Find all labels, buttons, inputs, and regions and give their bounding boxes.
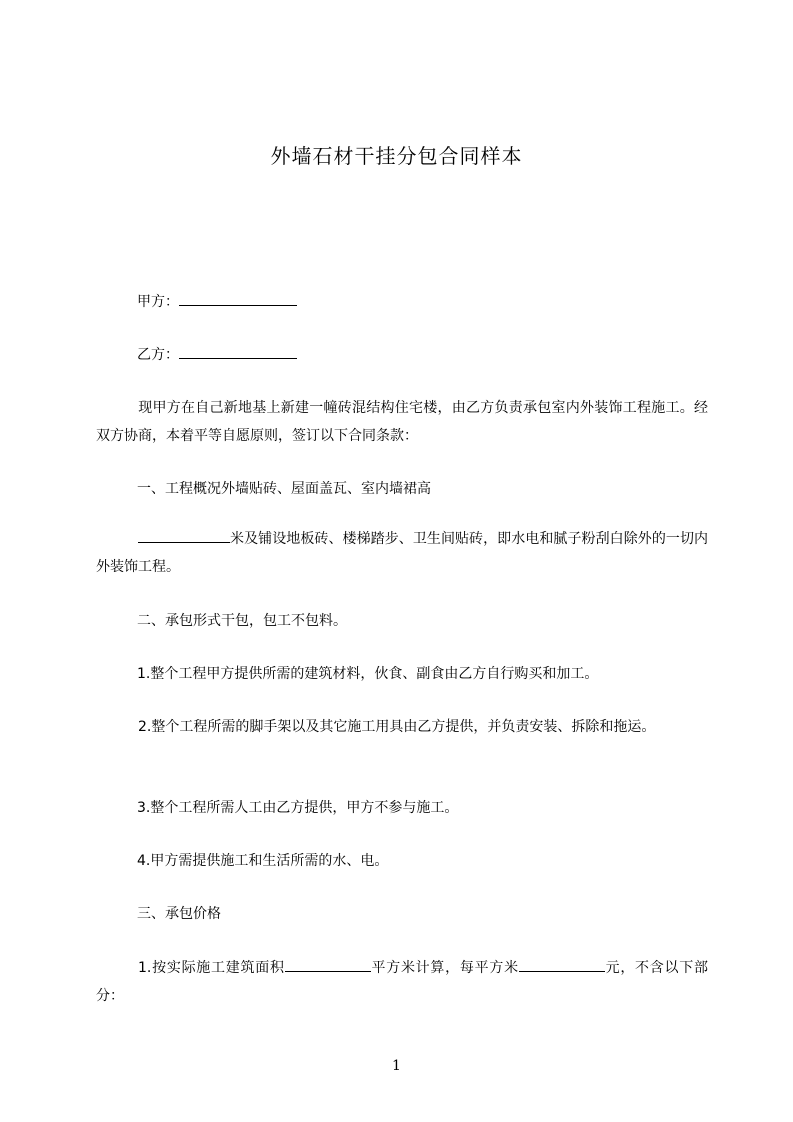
item-3-1-part3: 元，不含以下部分：: [96, 960, 709, 1004]
section1-text: 米及铺设地板砖、楼梯踏步、卫生间贴砖，即水电和腻子粉刮白除外的一切内外装饰工程。: [96, 531, 708, 575]
party-a-label: 甲方：: [137, 294, 179, 310]
price-blank: [519, 957, 605, 972]
page-number: 1: [392, 1058, 401, 1074]
area-blank: [285, 957, 371, 972]
section2-heading: 二、承包形式干包，包工不包料。: [137, 613, 347, 629]
item-2-1: 1.整个工程甲方提供所需的建筑材料，伙食、副食由乙方自行购买和加工。: [137, 666, 599, 682]
item-2-2: 2.整个工程所需的脚手架以及其它施工用具由乙方提供，并负责安装、拆除和拖运。: [138, 719, 656, 735]
party-b-line: [137, 344, 297, 365]
intro-text: 现甲方在自己新地基上新建一幢砖混结构住宅楼，由乙方负责承包室内外装饰工程施工。经双方协商，本着平等自愿原则，签订以下合同条款：: [96, 400, 708, 444]
section1-height-blank: [138, 528, 230, 543]
item-2-3: 3.整个工程所需人工由乙方提供，甲方不参与施工。: [137, 800, 459, 816]
section3-heading: 三、承包价格: [137, 906, 221, 922]
item-2-4: 4.甲方需提供施工和生活所需的水、电。: [137, 853, 389, 869]
party-a-line: [137, 291, 297, 312]
item-3-1-part2: 平方米计算，每平方米: [370, 960, 519, 976]
section1-paragraph: [96, 525, 708, 581]
item-3-1-part1: 1.按实际施工建筑面积: [138, 960, 285, 976]
party-b-blank: [179, 344, 297, 359]
item-3-1-paragraph: [96, 954, 708, 1010]
party-b-label: 乙方：: [137, 347, 179, 363]
section1-heading: 一、工程概况外墙贴砖、屋面盖瓦、室内墙裙高: [137, 481, 431, 497]
item-2-2-paragraph: [96, 713, 708, 741]
intro-paragraph: [96, 394, 708, 450]
party-a-blank: [179, 291, 297, 306]
document-title: 外墙石材干挂分包合同样本: [270, 144, 523, 168]
